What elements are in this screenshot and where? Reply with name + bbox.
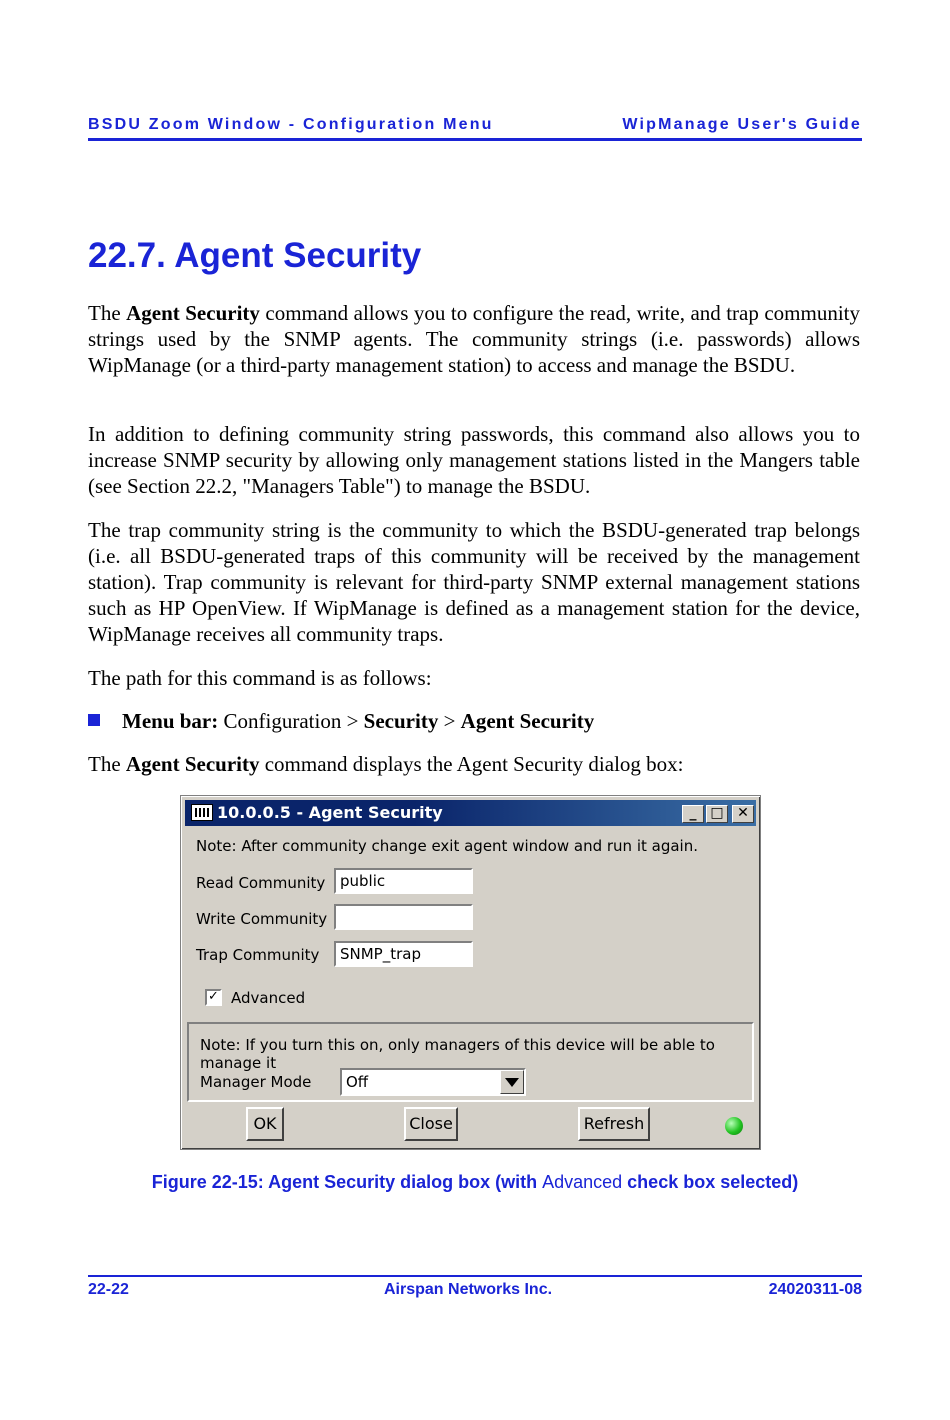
paragraph-trap: The trap community string is the community to which the BSDU-generated trap belongs (i.e. all BSDU-generated traps of this community will be received by the management station). Trap community is relevant for third-party SNMP external management stations such as HP OpenView. If WipManage is defined as a management station for the device, WipManage receives all community traps. xyxy=(88,518,860,646)
agent-security-dialog xyxy=(180,795,761,1150)
manager-mode-select[interactable] xyxy=(340,1068,526,1096)
dialog-titlebar[interactable] xyxy=(185,800,756,826)
community-note: Note: After community change exit agent window and run it again. xyxy=(196,837,698,855)
advanced-group xyxy=(187,1022,754,1102)
header-guide-title: WipManage User's Guide xyxy=(622,116,862,133)
manager-mode-label: Manager Mode xyxy=(200,1073,312,1091)
paragraph-path: The path for this command is as follows: xyxy=(88,666,432,690)
status-led-icon xyxy=(725,1117,743,1135)
minimize-button[interactable]: _ xyxy=(682,805,704,823)
bullet-square-icon xyxy=(88,714,100,726)
page-footer xyxy=(88,1275,862,1298)
read-community-input[interactable]: public xyxy=(334,868,473,894)
manager-mode-value: Off xyxy=(346,1073,369,1091)
dialog-title: 10.0.0.5 - Agent Security xyxy=(217,803,443,822)
close-button[interactable]: Close xyxy=(404,1107,458,1141)
write-community-label: Write Community xyxy=(196,910,328,928)
section-heading: 22.7. Agent Security xyxy=(88,236,422,275)
footer-company: Airspan Networks Inc. xyxy=(384,1281,553,1298)
menu-path-bullet: Menu bar: Configuration > Security > Agent Security xyxy=(88,708,594,734)
advanced-checkbox[interactable]: ✓ xyxy=(205,989,222,1006)
manager-note: Note: If you turn this on, only managers of this device will be able to manage it xyxy=(200,1036,715,1072)
trap-community-label: Trap Community xyxy=(196,946,320,964)
chevron-down-icon[interactable] xyxy=(500,1070,524,1094)
paragraph-dialog-intro: The Agent Security command displays the Agent Security dialog box: xyxy=(88,752,684,776)
maximize-button[interactable]: □ xyxy=(706,805,728,823)
figure-caption: Figure 22-15: Agent Security dialog box (with Advanced check box selected) xyxy=(151,1172,799,1192)
advanced-label: Advanced xyxy=(231,989,306,1007)
app-icon xyxy=(191,804,213,821)
read-community-label: Read Community xyxy=(196,874,326,892)
header-section-title: BSDU Zoom Window - Configuration Menu xyxy=(88,116,494,133)
trap-community-input[interactable]: SNMP_trap xyxy=(334,941,473,967)
page-number: 22-22 xyxy=(88,1281,129,1298)
refresh-button[interactable]: Refresh xyxy=(578,1107,650,1141)
ok-button[interactable]: OK xyxy=(246,1107,284,1141)
page-header xyxy=(88,114,862,141)
paragraph-intro: The Agent Security command allows you to configure the read, write, and trap community strings used by the SNMP agents. The community strings (i.e. passwords) allows WipManage (or a third-party management station) to access and manage the BSDU. xyxy=(88,301,860,377)
close-window-button[interactable]: ✕ xyxy=(732,805,754,823)
paragraph-security: In addition to defining community string passwords, this command also allows you to increase SNMP security by allowing only management stations listed in the Mangers table (see Section 22.2, "Managers Table") to manage the BSDU. xyxy=(88,422,860,498)
write-community-input[interactable] xyxy=(334,904,473,930)
document-number: 24020311-08 xyxy=(768,1281,862,1298)
